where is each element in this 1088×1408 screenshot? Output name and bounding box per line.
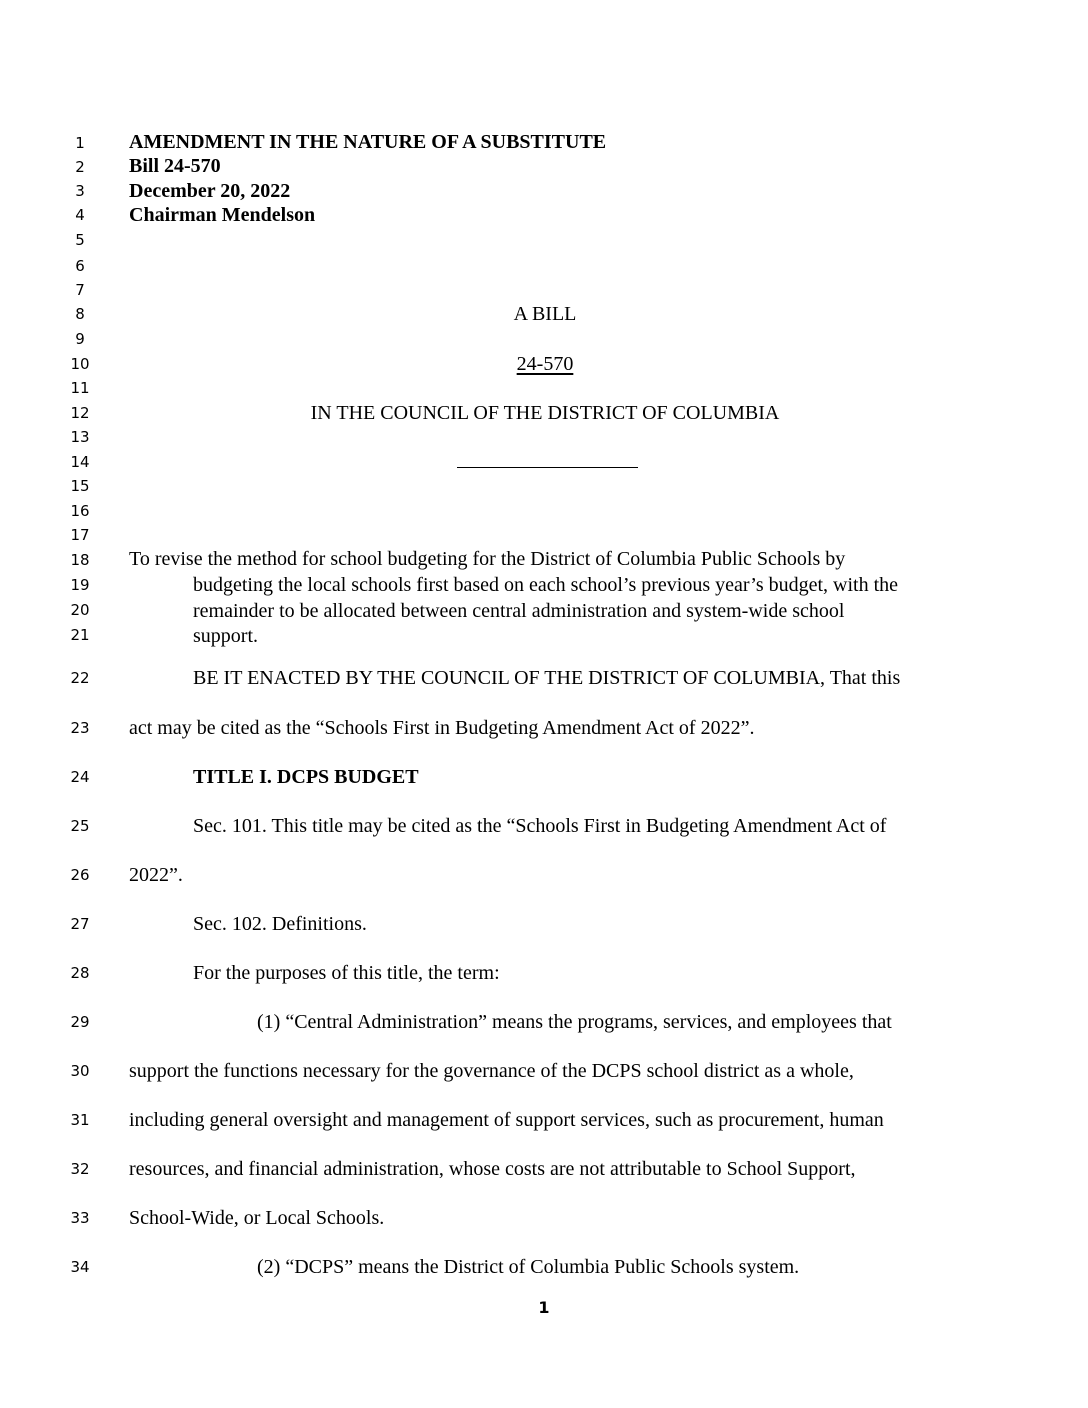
bill-number: 24-570 xyxy=(516,353,574,375)
line-number: 33 xyxy=(70,1209,90,1227)
line-number: 11 xyxy=(70,379,90,397)
council-heading: IN THE COUNCIL OF THE DISTRICT OF COLUMBIA xyxy=(310,402,780,424)
body-line: act may be cited as the “Schools First in Budgeting Amendment Act of 2022”. xyxy=(129,717,755,739)
line-number: 23 xyxy=(70,719,90,737)
line-number: 14 xyxy=(70,453,90,471)
purpose-line: budgeting the local schools first based on each school’s previous year’s budget, with the xyxy=(193,574,899,596)
line-number: 16 xyxy=(70,502,90,520)
line-number: 34 xyxy=(70,1258,90,1276)
line-number: 9 xyxy=(75,330,85,348)
amendment-date: December 20, 2022 xyxy=(129,180,291,202)
bill-label: Bill 24-570 xyxy=(129,155,221,177)
line-number: 4 xyxy=(75,206,85,224)
line-number: 5 xyxy=(75,231,85,249)
line-number: 17 xyxy=(70,526,90,544)
line-number: 22 xyxy=(70,669,90,687)
line-number: 32 xyxy=(70,1160,90,1178)
line-number: 30 xyxy=(70,1062,90,1080)
line-number: 20 xyxy=(70,601,90,619)
line-number: 21 xyxy=(70,626,90,644)
section-102-heading: Sec. 102. Definitions. xyxy=(193,913,367,935)
body-line: resources, and financial administration, whose costs are not attributable to School Support, xyxy=(129,1158,856,1180)
line-number: 31 xyxy=(70,1111,90,1129)
line-number: 27 xyxy=(70,915,90,933)
body-line: including general oversight and management of support services, such as procurement, human xyxy=(129,1109,884,1131)
line-number: 29 xyxy=(70,1013,90,1031)
definition-1: (1) “Central Administration” means the programs, services, and employees that xyxy=(257,1011,892,1033)
line-number: 15 xyxy=(70,477,90,495)
line-number: 25 xyxy=(70,817,90,835)
body-line: 2022”. xyxy=(129,864,183,886)
purpose-line: To revise the method for school budgeting for the District of Columbia Public Schools by xyxy=(129,548,846,570)
line-number: 7 xyxy=(75,281,85,299)
body-line: For the purposes of this title, the term: xyxy=(193,962,500,984)
signature-rule xyxy=(457,467,638,468)
line-number: 2 xyxy=(75,158,85,176)
line-number: 12 xyxy=(70,404,90,422)
line-number: 1 xyxy=(75,134,85,152)
enacting-clause: BE IT ENACTED BY THE COUNCIL OF THE DISTRICT OF COLUMBIA, That this xyxy=(193,667,901,689)
line-number: 19 xyxy=(70,576,90,594)
sponsor-name: Chairman Mendelson xyxy=(129,204,316,226)
line-number: 8 xyxy=(75,305,85,323)
body-line: School-Wide, or Local Schools. xyxy=(129,1207,385,1229)
page-number: 1 xyxy=(538,1298,550,1317)
purpose-line: remainder to be allocated between central administration and system-wide school xyxy=(193,600,845,622)
line-number: 28 xyxy=(70,964,90,982)
definition-2: (2) “DCPS” means the District of Columbia Public Schools system. xyxy=(257,1256,800,1278)
line-number: 6 xyxy=(75,257,85,275)
line-number: 24 xyxy=(70,768,90,786)
purpose-line: support. xyxy=(193,625,258,647)
line-number: 13 xyxy=(70,428,90,446)
section-101: Sec. 101. This title may be cited as the “Schools First in Budgeting Amendment Act of xyxy=(193,815,887,837)
line-number: 10 xyxy=(70,355,90,373)
line-number: 18 xyxy=(70,551,90,569)
body-line: support the functions necessary for the governance of the DCPS school district as a whole, xyxy=(129,1060,854,1082)
line-number: 26 xyxy=(70,866,90,884)
a-bill-heading: A BILL xyxy=(513,303,577,325)
amendment-title: AMENDMENT IN THE NATURE OF A SUBSTITUTE xyxy=(129,131,607,153)
line-number: 3 xyxy=(75,182,85,200)
title-heading: TITLE I. DCPS BUDGET xyxy=(193,766,419,788)
